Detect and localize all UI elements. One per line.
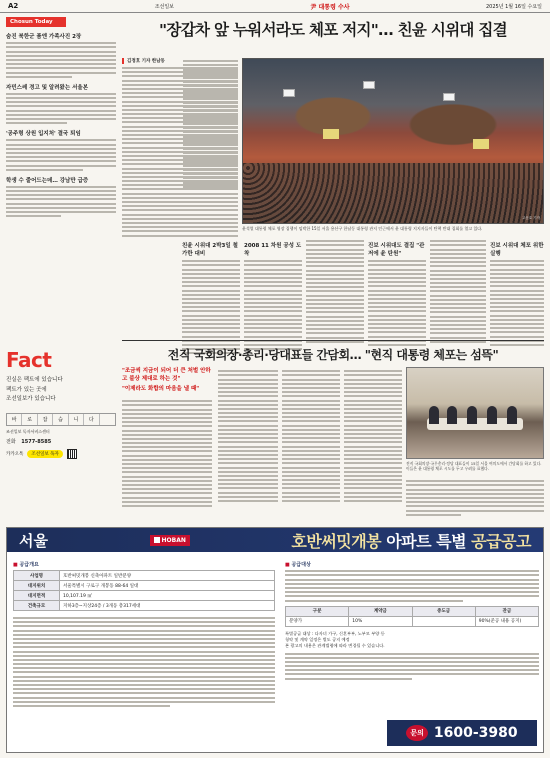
table-header: 대지면적 [14, 591, 60, 601]
photo-caption: 전직 국회의장·국무총리·정당 대표들이 15일 서울 여의도에서 간담회를 하고 있다. 이들은 윤 대통령 체포 시도를 두고 우려를 표했다. [406, 461, 542, 471]
text-placeholder [6, 139, 116, 170]
grid-cell: 니 [69, 414, 84, 425]
sign-icon [323, 129, 339, 139]
article2-column-3 [282, 368, 340, 504]
article2-column-4 [344, 368, 402, 504]
article2-subheads [122, 367, 212, 393]
article-text [218, 370, 278, 502]
logo-square-icon [154, 537, 160, 543]
article-column-8 [490, 238, 544, 348]
kakao-badge[interactable]: 조선일보 독자 [27, 450, 63, 458]
ad-title-part: 공급공고 [471, 531, 531, 551]
article2-column-2 [218, 368, 278, 504]
ad-text [285, 570, 539, 601]
apartment-ad[interactable] [6, 527, 544, 753]
ad-left-panel [13, 558, 275, 709]
article-text [244, 260, 302, 350]
table-row [14, 591, 275, 601]
fact-grid [6, 413, 116, 426]
text-placeholder [6, 186, 116, 217]
photo-credit: 고운호 기자 [521, 216, 540, 220]
photo-caption: 윤석열 대통령 체포 영장 집행이 임박한 15일 서울 용산구 한남동 대통령 관저 인근에서 윤 대통령 지지자들이 탄핵 반대 집회를 열고 있다. [242, 226, 483, 231]
grid-cell [100, 414, 115, 425]
contact-box[interactable] [387, 720, 537, 746]
article-text [344, 370, 402, 502]
masthead [0, 0, 550, 13]
qr-code-icon[interactable] [67, 449, 77, 459]
text-placeholder [6, 93, 116, 124]
article-column-3 [182, 238, 240, 357]
article-text [183, 60, 238, 188]
article-text [122, 400, 212, 507]
page-number: A2 [8, 2, 19, 10]
ad-right-panel [285, 558, 539, 682]
person-icon [487, 406, 497, 424]
article-text [406, 480, 544, 516]
service-center: 조선일보 독자서비스센터 [6, 428, 50, 434]
issue-date: 2025년 1월 16일 수요일 [485, 3, 542, 10]
chosun-today-header: Chosun Today [6, 17, 66, 27]
slogan-line: 진실은 팩트에 있습니다 [6, 377, 63, 383]
table-row [14, 601, 275, 611]
contact-number[interactable]: 1600-3980 [433, 725, 518, 741]
contact-label: 문의 [406, 725, 428, 741]
main-headline[interactable]: "장갑차 앞 누워서라도 체포 저지"… 친윤 시위대 집결 [159, 21, 507, 39]
table-header: 대지위치 [14, 581, 60, 591]
table-cell: 지하3층~지상24층 / 3개동 총317세대 [60, 601, 275, 611]
phone-label: 전화 [6, 438, 16, 445]
article-column-5 [306, 238, 364, 345]
article-column-7 [430, 238, 486, 345]
fact-slogan [6, 376, 116, 405]
table-cell: 분양가 [286, 616, 349, 626]
article2-column-5 [406, 478, 544, 518]
table-header: 잔금 [475, 606, 538, 616]
list-item[interactable] [6, 129, 116, 171]
ad-title [291, 529, 531, 552]
article-column-4 [244, 238, 302, 352]
protest-photo [242, 58, 544, 224]
flag-icon [363, 81, 375, 89]
flag-icon [283, 89, 295, 97]
grid-cell: 습 [53, 414, 68, 425]
grid-cell: 바 [7, 414, 22, 425]
subhead: 친윤 시위대 2박3일 철가한 대비 [182, 243, 238, 257]
item-title: 숨진 북한군 품엔 가족사진 2장 [6, 34, 82, 40]
table-header: 건축규모 [14, 601, 60, 611]
table-cell [412, 616, 475, 626]
item-title: '공주형 상원 입지처' 결국 퇴임 [6, 131, 81, 138]
list-item[interactable] [6, 32, 116, 78]
article-column-2 [183, 58, 238, 190]
price-table [285, 606, 539, 627]
ad-section-title: ■ 공급대상 [285, 561, 539, 568]
table-row [14, 581, 275, 591]
subhead: "이제라도 화합의 마음을 낼 때" [122, 386, 200, 392]
ad-banner [7, 528, 543, 552]
person-icon [429, 406, 439, 424]
ad-city: 서울 [19, 531, 48, 550]
byline: 김정호 기자 한남동 [122, 58, 238, 64]
article-column-6 [368, 238, 426, 348]
table-row [286, 606, 539, 616]
kakao-label: 카카오톡 [6, 451, 24, 457]
item-title: 학생 수 줄어드는데… 강남만 급증 [6, 177, 89, 184]
item-title: 자민스레 경고 및 알려왔는 서울본 [6, 84, 89, 91]
phone-row [6, 438, 116, 445]
table-cell: 10% [349, 616, 412, 626]
article2-column-1 [122, 398, 212, 509]
sign-icon [473, 139, 489, 149]
fact-logo: Fact [6, 348, 52, 372]
section-divider [122, 340, 544, 341]
person-icon [447, 406, 457, 424]
table-row [286, 616, 539, 626]
article-text [282, 370, 340, 502]
ad-section-title: ■ 공급개요 [13, 561, 275, 568]
meeting-photo [406, 367, 544, 459]
ad-note: 본 광고의 내용은 관계법령에 따라 변경될 수 있습니다. [285, 642, 385, 648]
paper-name: 조선일보 [154, 3, 175, 10]
flag-icon [443, 93, 455, 101]
table-cell: 서울특별시 구로구 개봉동 88-64 일대 [60, 581, 275, 591]
chosun-today-column [6, 17, 116, 219]
ad-note: 청약 및 계약 일정은 별도 공지 예정 [285, 636, 350, 642]
slogan-line: 팩트가 있는 곳에 [6, 386, 47, 393]
logo-text: HOBAN [161, 536, 186, 544]
table-cell: 10,107.19 ㎡ [60, 591, 275, 601]
ad-title-part: 호반써밋개봉 [291, 531, 382, 551]
hoban-logo [150, 535, 190, 546]
ad-title-part: 아파트 특별 [386, 531, 467, 551]
table-header: 사업명 [14, 571, 60, 581]
kakao-row [6, 449, 116, 459]
fact-promo [6, 348, 116, 459]
list-item[interactable] [6, 83, 116, 125]
table-cell: 90%(준공 내용 공지) [475, 616, 538, 626]
slogan-line: 조선일보가 있습니다 [6, 396, 56, 402]
article-text [430, 240, 486, 343]
table-header: 중도금 [412, 606, 475, 616]
subhead: 진보 시위대도 결집 "관저에 윤 탄원" [368, 243, 425, 257]
article-text [368, 260, 426, 346]
overview-table [13, 570, 275, 611]
ad-text [13, 617, 275, 707]
grid-cell: 다 [84, 414, 99, 425]
table-cell: 호반써밋개봉 신축아파트 일반분양 [60, 571, 275, 581]
table-header: 계약금 [349, 606, 412, 616]
phone-number[interactable]: 1577-8585 [21, 438, 52, 445]
crowd [243, 163, 543, 223]
list-item[interactable] [6, 176, 116, 218]
ad-text [285, 653, 539, 680]
text-placeholder [6, 42, 116, 78]
grid-cell: 잡 [38, 414, 53, 425]
table-row [14, 571, 275, 581]
person-icon [507, 406, 517, 424]
second-headline[interactable]: 전직 국회의장·총리·당대표들 간담회… "현직 대통령 체포는 섬뜩" [167, 348, 499, 362]
section-title: 尹 대통령 수사 [310, 3, 350, 11]
ad-left-text [13, 617, 275, 707]
table-header: 구분 [286, 606, 349, 616]
subhead: "조금씩 지금이 되어 더 큰 처벌 안하고 불상 제대로 하는 것" [122, 368, 211, 382]
article-text [490, 260, 544, 346]
person-icon [467, 406, 477, 424]
ad-notes [285, 631, 539, 649]
grid-cell: 로 [22, 414, 37, 425]
ad-note: 특별공급 대상 : 다자녀 가구, 신혼부부, 노부모 부양 등 [285, 630, 385, 636]
subhead: 2008 11 차원 공성 도착 [244, 243, 302, 257]
article-text [306, 240, 364, 343]
subhead: 진보 시위대 체포 위한 실행 [490, 243, 544, 257]
